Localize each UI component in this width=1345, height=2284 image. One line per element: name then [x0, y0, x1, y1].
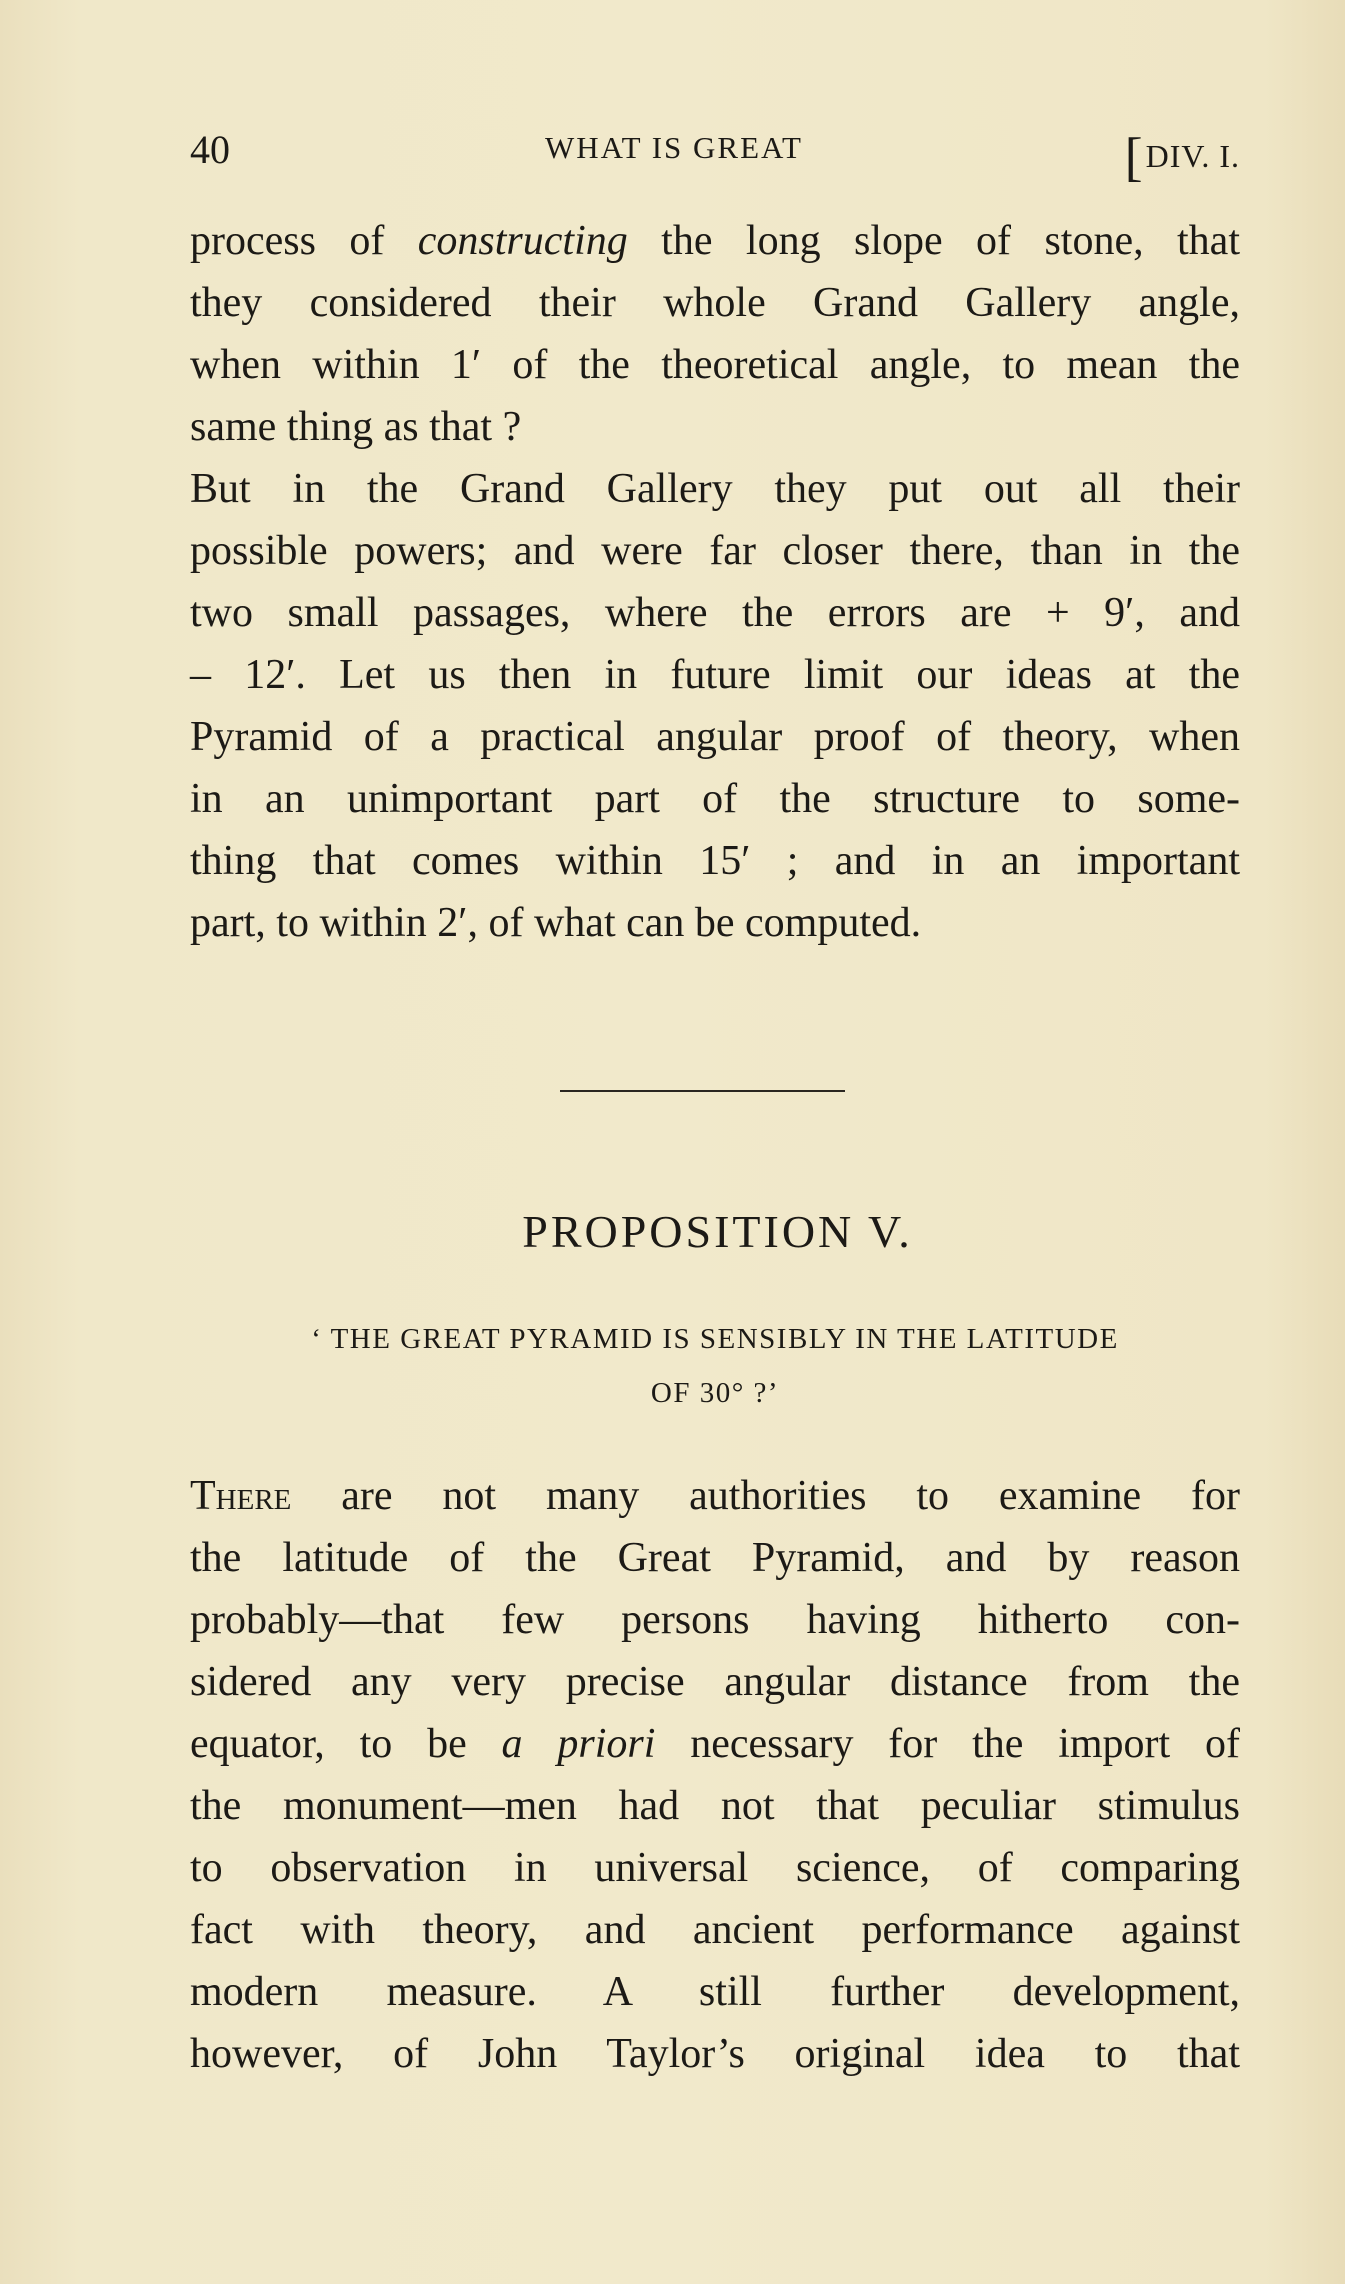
paragraph-2 — [190, 458, 1240, 954]
text-line: part, to within 2′, of what can be computed. — [190, 900, 922, 946]
text-line: sidered any very precise angular distance from the — [190, 1659, 1240, 1705]
top-text-block — [190, 210, 1240, 954]
subtitle-line: ‘ THE GREAT PYRAMID IS SENSIBLY IN THE LATITUDE — [311, 1323, 1119, 1355]
text-line: modern measure. A still further development, — [190, 1969, 1240, 2015]
text-line: the monument—men had not that peculiar stimulus — [190, 1783, 1240, 1829]
line-rest: necessary for the import of — [655, 1721, 1240, 1767]
text-line — [190, 1713, 1240, 1775]
bottom-text-block — [190, 1465, 1240, 2085]
text-line: in an unimportant part of the structure to some- — [190, 776, 1240, 822]
text-line: possible powers; and were far closer there, than in the — [190, 528, 1240, 574]
drop-word: There — [190, 1473, 292, 1519]
page-number: 40 — [190, 127, 230, 172]
page-header — [190, 118, 1240, 187]
paragraph-3 — [190, 1465, 1240, 2085]
section-divider-rule — [560, 1090, 845, 1092]
text-line: however, of John Taylor’s original idea to that — [190, 2031, 1240, 2077]
text-line: the latitude of the Great Pyramid, and by reason — [190, 1535, 1240, 1581]
text-line: But in the Grand Gallery they put out all their — [190, 466, 1240, 512]
subtitle-line: OF 30° ?’ — [650, 1377, 780, 1409]
division-label — [1124, 118, 1240, 187]
proposition-subtitle — [190, 1312, 1240, 1420]
text-line: to observation in universal science, of comparing — [190, 1845, 1240, 1891]
text-line: Pyramid of a practical angular proof of theory, when — [190, 714, 1240, 760]
paragraph-1 — [190, 210, 1240, 458]
text-line: same thing as that ? — [190, 404, 522, 450]
running-title: WHAT IS GREAT — [545, 130, 803, 165]
text-line — [190, 1465, 1240, 1527]
text-line: – 12′. Let us then in future limit our ideas at the — [190, 652, 1240, 698]
italic-phrase: a priori — [501, 1721, 656, 1767]
italic-word: constructing — [417, 218, 628, 264]
text-line: two small passages, where the errors are + 9′, and — [190, 590, 1240, 636]
text-line: fact with theory, and ancient performance against — [190, 1907, 1240, 1953]
text-line: process of constructing the long slope of stone, that — [190, 218, 1240, 264]
text-line: probably—that few persons having hitherto con- — [190, 1597, 1240, 1643]
line-start: equator, to be — [190, 1721, 502, 1767]
text-line: they considered their whole Grand Gallery angle, — [190, 280, 1240, 326]
text-line: thing that comes within 15′ ; and in an important — [190, 838, 1240, 884]
division-text: DIV. I. — [1145, 138, 1240, 174]
text-line: when within 1′ of the theoretical angle, to mean the — [190, 342, 1240, 388]
proposition-title: PROPOSITION V. — [522, 1206, 913, 1257]
line-rest: are not many authorities to examine for — [291, 1473, 1240, 1519]
division-bracket: [ — [1124, 127, 1144, 187]
